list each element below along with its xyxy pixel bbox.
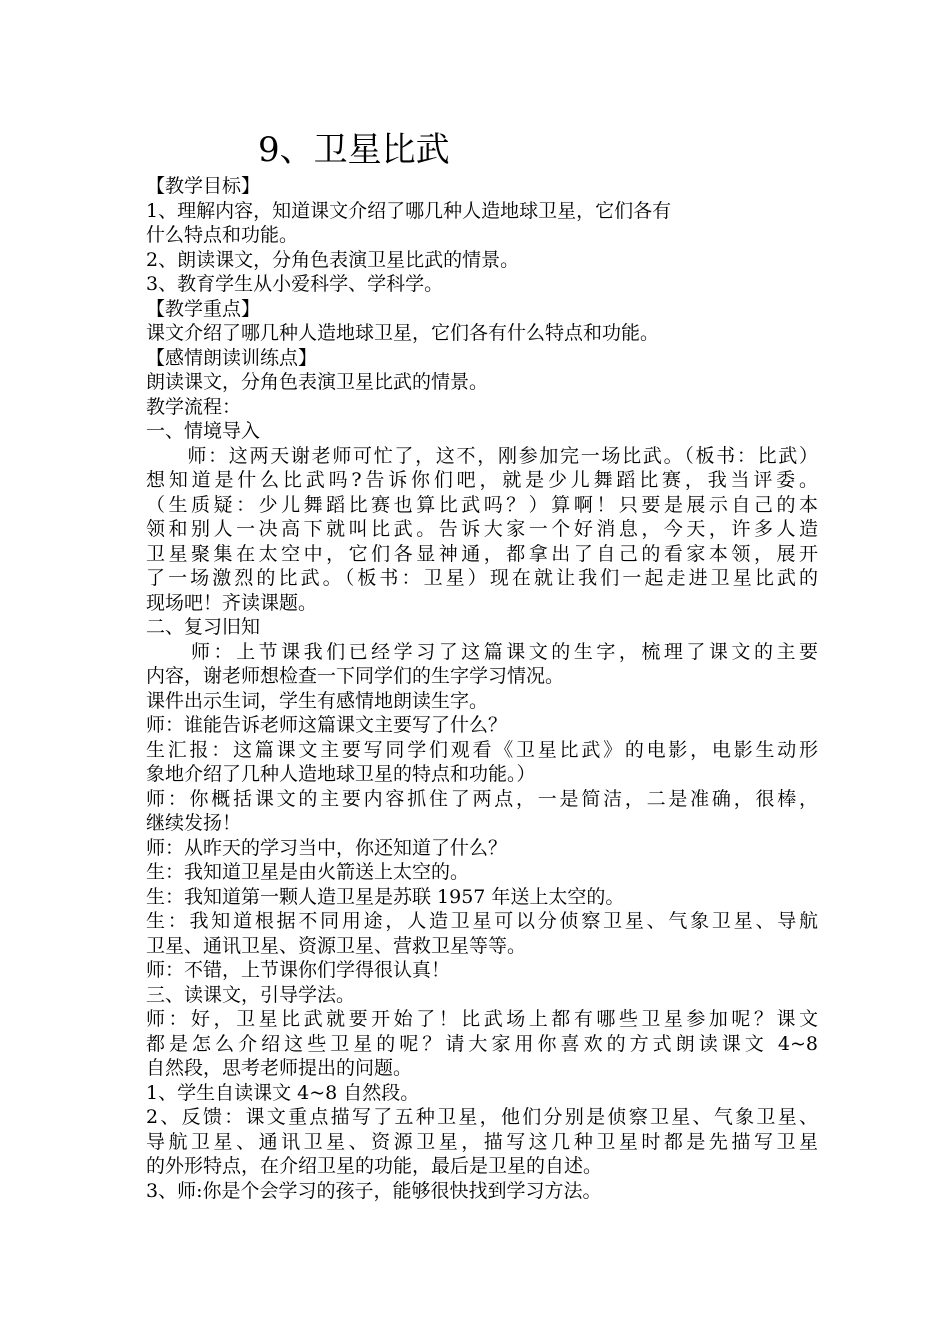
text-line: 现场吧！齐读课题。 — [146, 591, 318, 614]
text-line: 教学流程： — [146, 395, 242, 418]
text-line: 想知道是什么比武吗?告诉你们吧，就是少儿舞蹈比赛，我当评委。 — [146, 469, 818, 491]
text-line: 2、朗读课文，分角色表演卫星比武的情景。 — [146, 248, 520, 271]
text-line: 师：这两天谢老师可忙了，这不，刚参加完一场比武。（板书：比武） — [146, 444, 818, 467]
text-line: 什么特点和功能。 — [146, 224, 299, 246]
text-line: 师：你概括课文的主要内容抓住了两点，一是简洁，二是准确，很棒， — [146, 787, 818, 810]
text-line: 【教学重点】 — [146, 297, 261, 320]
text-line: 生汇报：这篇课文主要写同学们观看《卫星比武》的电影，电影生动形 — [146, 738, 818, 761]
text-line: 内容，谢老师想检查一下同学们的生字学习情况。 — [146, 665, 565, 687]
text-line: 卫星、通讯卫星、资源卫星、营救卫星等等。 — [146, 934, 527, 957]
text-line: 师：从昨天的学习当中，你还知道了什么？ — [146, 836, 508, 859]
text-line: 3、教育学生从小爱科学、学科学。 — [146, 273, 444, 295]
text-line: 导航卫星、通讯卫星、资源卫星，描写这几种卫星时都是先描写卫星 — [146, 1130, 818, 1153]
text-line: 师：不错，上节课你们学得很认真！ — [146, 959, 451, 981]
text-line: 2、反馈：课文重点描写了五种卫星，他们分别是侦察卫星、气象卫星、 — [146, 1106, 818, 1128]
text-line: 课文介绍了哪几种人造地球卫星，它们各有什么特点和功能。 — [146, 322, 660, 344]
text-line: 二、复习旧知 — [146, 616, 261, 638]
text-line: 象地介绍了几种人造地球卫星的特点和功能。） — [146, 763, 536, 785]
text-line: 领和别人一决高下就叫比武。告诉大家一个好消息，今天，许多人造 — [146, 518, 818, 540]
text-line: （生质疑：少儿舞蹈比赛也算比武吗？）算啊！只要是展示自己的本 — [146, 493, 818, 516]
text-line: 课件出示生词，学生有感情地朗读生字。 — [146, 689, 489, 712]
text-line: 自然段，思考老师提出的问题。 — [146, 1057, 413, 1079]
text-line: 生：我知道根据不同用途，人造卫星可以分侦察卫星、气象卫星、导航 — [146, 910, 818, 932]
text-line: 【教学目标】 — [146, 175, 261, 197]
text-line: 3、师:你是个会学习的孩子，能够很快找到学习方法。 — [146, 1179, 602, 1202]
text-line: 都是怎么介绍这些卫星的呢？请大家用你喜欢的方式朗读课文 4~8 — [146, 1032, 818, 1055]
text-line: 一、情境导入 — [146, 420, 261, 442]
text-line: 【感情朗读训练点】 — [146, 346, 318, 369]
text-line: 师：好，卫星比武就要开始了！比武场上都有哪些卫星参加呢？课文 — [146, 1008, 818, 1030]
text-line: 朗读课文，分角色表演卫星比武的情景。 — [146, 371, 489, 393]
text-line: 1、理解内容，知道课文介绍了哪几种人造地球卫星，它们各有 — [146, 199, 672, 222]
text-line: 师：上节课我们已经学习了这篇课文的生字，梳理了课文的主要 — [146, 640, 818, 663]
text-line: 1、学生自读课文 4~8 自然段。 — [146, 1081, 420, 1104]
text-line: 了一场激烈的比武。（板书：卫星）现在就让我们一起走进卫星比武的 — [146, 567, 818, 589]
lesson-title: 9、卫星比武 — [258, 130, 450, 170]
text-line: 师：谁能告诉老师这篇课文主要写了什么？ — [146, 714, 508, 736]
text-line: 卫星聚集在太空中，它们各显神通，都拿出了自己的看家本领，展开 — [146, 542, 818, 565]
text-line: 生：我知道第一颗人造卫星是苏联 1957 年送上太空的。 — [146, 885, 625, 908]
text-line: 的外形特点，在介绍卫星的功能，最后是卫星的自述。 — [146, 1155, 603, 1177]
text-line: 生：我知道卫星是由火箭送上太空的。 — [146, 861, 470, 883]
lesson-body — [146, 174, 818, 1203]
text-line: 继续发扬！ — [146, 812, 242, 834]
text-line: 三、读课文，引导学法。 — [146, 983, 356, 1006]
